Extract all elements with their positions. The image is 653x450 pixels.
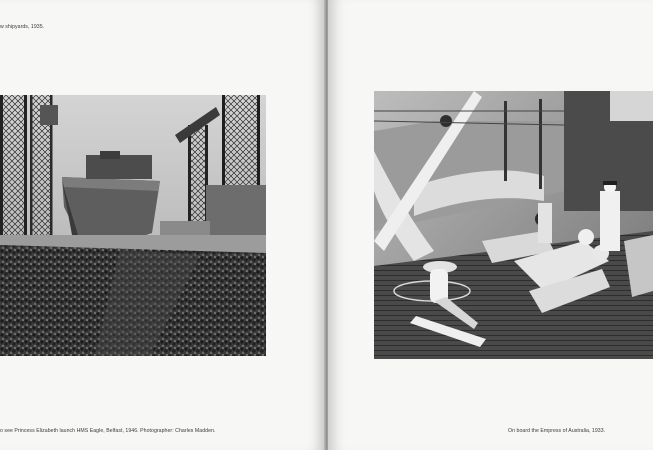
- right-page-bottom-caption: On board the Empress of Australia, 1933.: [508, 428, 606, 434]
- left-page-top-caption: w shipyards, 1935.: [0, 24, 45, 30]
- left-page: [0, 0, 326, 450]
- left-page-bottom-caption: o see Princess Elizabeth launch HMS Eagle, Belfast, 1946. Photographer: Charles Madden.: [0, 428, 216, 434]
- ship-deck-photo-graphic: [374, 91, 653, 359]
- shipyard-photo-graphic: [0, 95, 266, 356]
- hms-eagle-launch-photo: [0, 95, 266, 356]
- empress-of-australia-deck-photo: [374, 91, 653, 359]
